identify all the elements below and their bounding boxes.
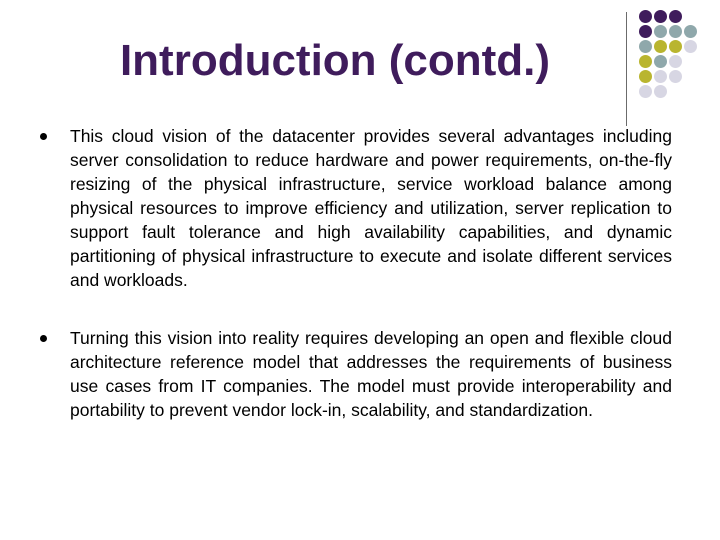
decorative-dot	[684, 40, 697, 53]
bullet-marker-icon	[40, 335, 47, 342]
bullet-marker-icon	[40, 133, 47, 140]
decorative-dot-grid	[638, 9, 698, 99]
decorative-dot	[639, 70, 652, 83]
decorative-dot	[639, 25, 652, 38]
decorative-dot	[639, 10, 652, 23]
decorative-dot	[654, 25, 667, 38]
decorative-dot	[669, 70, 682, 83]
decorative-dot	[654, 85, 667, 98]
decorative-dot	[654, 40, 667, 53]
title-divider-line	[626, 12, 627, 126]
bullet-item	[40, 124, 672, 292]
decorative-dot	[639, 85, 652, 98]
decorative-dot	[669, 40, 682, 53]
bullet-text: Turning this vision into reality requires developing an open and flexible cloud architecture reference model that addresses the requirements of business use cases from IT companies. The model must provide interoperability and portability to prevent vendor lock-in, scalability, and standardization.	[70, 328, 672, 420]
decorative-dot	[639, 40, 652, 53]
decorative-dot	[684, 25, 697, 38]
decorative-dot	[669, 10, 682, 23]
decorative-dot	[654, 55, 667, 68]
bullet-item	[40, 326, 672, 422]
decorative-dot	[654, 10, 667, 23]
slide-title: Introduction (contd.)	[119, 36, 551, 85]
bullet-list	[40, 124, 672, 422]
decorative-dot	[654, 70, 667, 83]
decorative-dot	[639, 55, 652, 68]
bullet-text: This cloud vision of the datacenter provides several advantages including server consolidation to reduce hardware and power requirements, on-the-fly resizing of the physical infrastructure, service workload balance among physical resources to improve efficiency and utilization, server replication to support fault tolerance and high availability capabilities, and dynamic partitioning of physical infrastructure to execute and isolate different services and workloads.	[70, 126, 672, 290]
decorative-dot	[669, 25, 682, 38]
decorative-dot	[669, 55, 682, 68]
